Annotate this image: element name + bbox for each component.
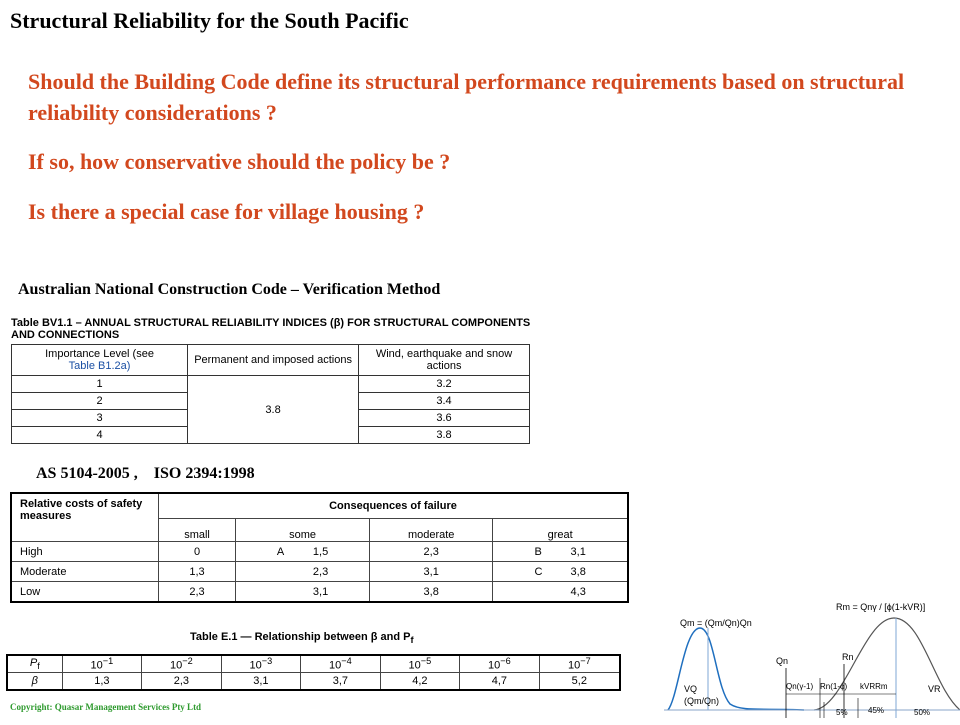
value-cell: 0 bbox=[159, 542, 236, 562]
beta-value-cell: 4,2 bbox=[380, 673, 460, 691]
beta-row bbox=[7, 673, 620, 691]
wind-beta-cell: 3.6 bbox=[359, 410, 530, 427]
value-cell: B 3,1 bbox=[493, 542, 628, 562]
beta-value-cell: 3,1 bbox=[221, 673, 301, 691]
column-header-moderate: moderate bbox=[370, 519, 493, 542]
class-mark: B bbox=[534, 545, 542, 558]
qm-formula: Qm = (Qm/Qn)Qn bbox=[680, 618, 752, 628]
table-row bbox=[12, 376, 530, 393]
value-cell: C 3,8 bbox=[493, 562, 628, 582]
table-row bbox=[11, 582, 628, 603]
slide-title: Structural Reliability for the South Pacific bbox=[10, 8, 409, 33]
rm-formula: Rm = Qnγ / [ϕ(1-kVR)] bbox=[836, 602, 926, 612]
ncc-table-caption: Table BV1.1 – ANNUAL STRUCTURAL RELIABILITY INDICES (β) FOR STRUCTURAL COMPONENTS AND CONNECTIONS bbox=[11, 317, 531, 341]
row-label: High bbox=[11, 542, 159, 562]
value-cell: 3,1 bbox=[236, 582, 370, 603]
table-header-row bbox=[11, 493, 628, 519]
rn-phi-label: Rn(1-ϕ) bbox=[820, 682, 848, 691]
wind-beta-cell: 3.2 bbox=[359, 376, 530, 393]
copyright-notice: Copyright: Quasar Management Services Pty Ltd bbox=[10, 702, 202, 712]
question-conservative-policy: If so, how conservative should the policy be ? bbox=[28, 149, 451, 174]
column-header-small: small bbox=[159, 519, 236, 542]
importance-level-cell: 1 bbox=[12, 376, 188, 393]
percent-45: 45% bbox=[868, 706, 885, 715]
permanent-beta-cell: 3.8 bbox=[188, 376, 359, 444]
beta-value-cell: 4,7 bbox=[460, 673, 540, 691]
qn-label: Qn bbox=[776, 656, 789, 666]
beta-label-cell: β bbox=[7, 673, 62, 691]
value-cell: 2,3 bbox=[159, 582, 236, 603]
table-header-row bbox=[12, 345, 530, 376]
beta-value-cell: 2,3 bbox=[142, 673, 222, 691]
vr-label: VR bbox=[928, 684, 941, 694]
row-label: Low bbox=[11, 582, 159, 603]
wind-actions-header: Wind, earthquake and snow actions bbox=[359, 345, 530, 376]
question-building-code: Should the Building Code define its structural performance requirements based on structural reliability considerations ? bbox=[28, 69, 905, 125]
value-cell: 4,3 bbox=[493, 582, 628, 603]
pf-value-cell: $10^{-4}$ bbox=[301, 655, 381, 673]
class-mark: A bbox=[276, 545, 285, 558]
vq-label: VQ bbox=[684, 684, 698, 694]
ncc-section-label: Australian National Construction Code – Verification Method bbox=[18, 281, 441, 298]
kvr-label: kVRRm bbox=[860, 682, 888, 691]
beta-value-cell: 5,2 bbox=[539, 673, 620, 691]
value-cell: A 1,5 bbox=[236, 542, 370, 562]
importance-level-cell: 3 bbox=[12, 410, 188, 427]
vq-ratio-label: (Qm/Qn) bbox=[684, 696, 719, 706]
table-b12a-link[interactable]: Table B1.2a) bbox=[68, 360, 131, 372]
value-cell: 3,8 bbox=[370, 582, 493, 603]
consequences-header: Consequences of failure bbox=[159, 493, 629, 519]
value-cell: 1,3 bbox=[159, 562, 236, 582]
beta-value-cell: 1,3 bbox=[62, 673, 142, 691]
pf-value-cell: $10^{-7}$ bbox=[539, 655, 620, 673]
ncc-reliability-table bbox=[11, 344, 530, 444]
pf-value-cell: $10^{-6}$ bbox=[460, 655, 540, 673]
as5104-reliability-table bbox=[10, 492, 629, 603]
question-village-housing: Is there a special case for village housing ? bbox=[28, 199, 425, 224]
percent-50: 50% bbox=[914, 708, 931, 717]
pf-row bbox=[7, 655, 620, 673]
qn-gamma-label: Qn(γ-1) bbox=[786, 682, 814, 691]
permanent-actions-header: Permanent and imposed actions bbox=[188, 345, 359, 376]
wind-beta-cell: 3.8 bbox=[359, 427, 530, 444]
pf-value-cell: $10^{-2}$ bbox=[142, 655, 222, 673]
importance-level-header: Importance Level (see Table B1.2a) bbox=[12, 345, 188, 376]
column-header-great: great bbox=[493, 519, 628, 542]
value-cell: 2,3 bbox=[370, 542, 493, 562]
pf-value-cell: $10^{-5}$ bbox=[380, 655, 460, 673]
pf-value-cell: $10^{-3}$ bbox=[221, 655, 301, 673]
wind-beta-cell: 3.4 bbox=[359, 393, 530, 410]
load-resistance-distribution-figure bbox=[664, 598, 960, 720]
table-row bbox=[11, 562, 628, 582]
column-header-some: some bbox=[236, 519, 370, 542]
value-cell: 3,1 bbox=[370, 562, 493, 582]
table-row bbox=[11, 542, 628, 562]
beta-value-cell: 3,7 bbox=[301, 673, 381, 691]
rn-label: Rn bbox=[842, 652, 854, 662]
resistance-distribution-curve bbox=[814, 618, 960, 710]
beta-pf-table bbox=[6, 654, 621, 691]
table-e1-caption: Table E.1 — Relationship between β and $P_f$ bbox=[190, 631, 414, 646]
value-cell: 2,3 bbox=[236, 562, 370, 582]
as5104-section-label: AS 5104-2005 , ISO 2394:1998 bbox=[36, 465, 255, 482]
row-label: Moderate bbox=[11, 562, 159, 582]
percent-5: 5% bbox=[836, 708, 848, 717]
pf-value-cell: $10^{-1}$ bbox=[62, 655, 142, 673]
importance-level-cell: 2 bbox=[12, 393, 188, 410]
class-mark: C bbox=[534, 565, 543, 578]
relative-costs-header: Relative costs of safety measures bbox=[11, 493, 159, 542]
importance-level-cell: 4 bbox=[12, 427, 188, 444]
pf-label-cell: $P_f$ bbox=[7, 655, 62, 673]
